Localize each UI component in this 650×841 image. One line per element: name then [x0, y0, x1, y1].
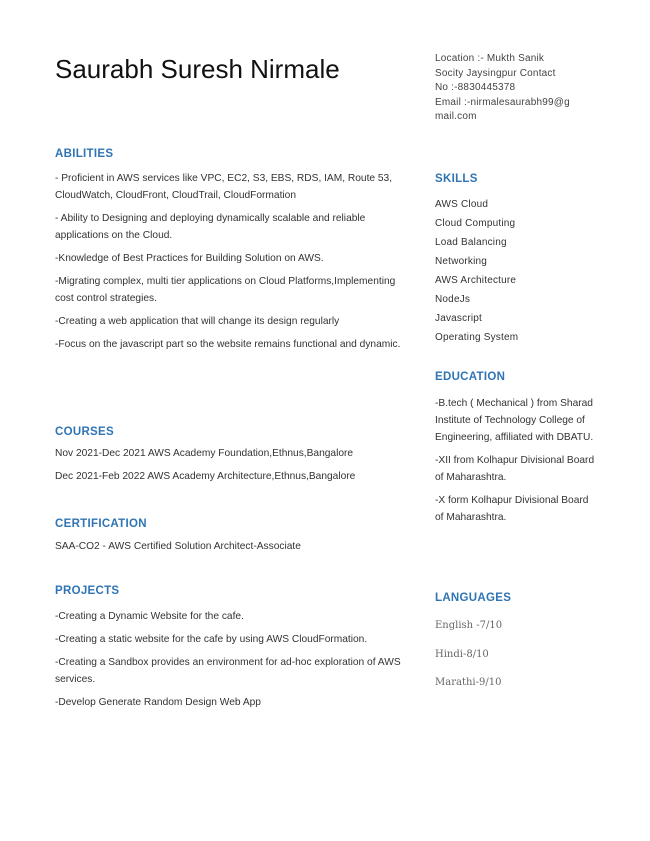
education-item: -X form Kolhapur Divisional Board of Maharashtra. — [435, 495, 589, 523]
skill-item: NodeJs — [435, 294, 471, 305]
language-item: Marathi-9/10 — [435, 677, 502, 688]
projects-heading: PROJECTS — [55, 585, 120, 597]
skill-item: Cloud Computing — [435, 218, 516, 229]
skill-item: AWS Cloud — [435, 199, 489, 210]
languages-list — [435, 620, 502, 706]
abilities-heading: ABILITIES — [55, 148, 114, 160]
contact-line: No :-8830445378 — [435, 82, 516, 93]
languages-heading: LANGUAGES — [435, 592, 512, 604]
skills-list — [435, 197, 605, 349]
projects-list — [55, 608, 405, 717]
skills-heading: SKILLS — [435, 173, 478, 185]
skill-item: Operating System — [435, 332, 519, 343]
ability-item: - Proficient in AWS services like VPC, EC2, S3, EBS, RDS, IAM, Route 53, CloudWatch, CloudFront, CloudTrail, CloudFormation — [55, 173, 393, 201]
candidate-name: Saurabh Suresh Nirmale — [55, 54, 340, 84]
contact-line: Email :-nirmalesaurabh99@g — [435, 96, 570, 108]
certification-item: SAA-CO2 - AWS Certified Solution Architect-Associate — [55, 541, 301, 552]
courses-list — [55, 445, 405, 491]
skill-item: Networking — [435, 256, 488, 267]
ability-item: - Ability to Designing and deploying dynamically scalable and reliable applications on the Cloud. — [55, 213, 366, 241]
skill-item: Load Balancing — [435, 237, 507, 248]
project-item: -Develop Generate Random Design Web App — [55, 697, 261, 708]
skill-item: AWS Architecture — [435, 275, 517, 286]
course-item: Nov 2021-Dec 2021 AWS Academy Foundation,Ethnus,Bangalore — [55, 448, 354, 459]
certification-heading: CERTIFICATION — [55, 518, 147, 530]
education-heading: EDUCATION — [435, 371, 506, 383]
ability-item: -Knowledge of Best Practices for Building Solution on AWS. — [55, 253, 324, 264]
certification-list — [55, 538, 405, 561]
education-item: -B.tech ( Mechanical ) from Sharad Institute of Technology College of Engineering, affiliated with DBATU. — [435, 398, 594, 443]
education-list — [435, 395, 595, 532]
project-item: -Creating a Dynamic Website for the cafe. — [55, 611, 244, 622]
course-item: Dec 2021-Feb 2022 AWS Academy Architecture,Ethnus,Bangalore — [55, 471, 356, 482]
project-item: -Creating a static website for the cafe by using AWS CloudFormation. — [55, 634, 368, 645]
courses-heading: COURSES — [55, 426, 114, 438]
contact-line: Socity Jaysingpur Contact — [435, 67, 556, 79]
ability-item: -Focus on the javascript part so the website remains functional and dynamic. — [55, 339, 401, 350]
language-item: English -7/10 — [435, 620, 503, 631]
contact-details — [435, 52, 585, 125]
ability-item: -Migrating complex, multi tier applications on Cloud Platforms,Implementing cost control strategies. — [55, 276, 396, 304]
abilities-list — [55, 170, 405, 359]
skill-item: Javascript — [435, 313, 483, 324]
ability-item: -Creating a web application that will change its design regularly — [55, 316, 340, 327]
project-item: -Creating a Sandbox provides an environment for ad-hoc exploration of AWS services. — [55, 657, 401, 685]
language-item: Hindi-8/10 — [435, 648, 489, 660]
contact-line: Location :- Mukth Sanik — [435, 53, 545, 64]
education-item: -XII from Kolhapur Divisional Board of Maharashtra. — [435, 455, 595, 483]
contact-line: mail.com — [435, 111, 477, 122]
